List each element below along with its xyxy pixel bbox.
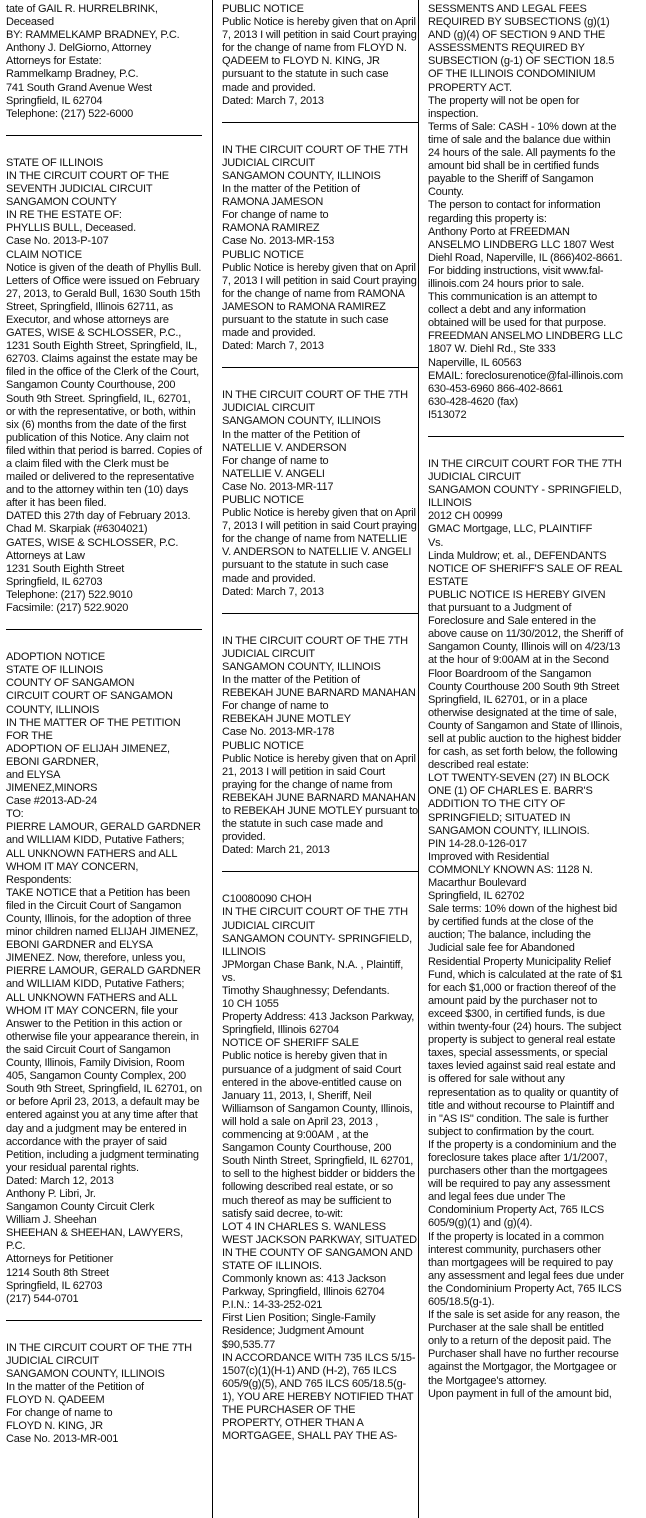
notice-text: For change of name to — [222, 209, 329, 222]
notice-bull-estate-claim — [6, 157, 202, 615]
notice-text: ADOPTION OF ELIJAH JIMENEZ, EBONI GARDNER, — [6, 742, 170, 768]
notice-jameson-name-change — [222, 144, 418, 354]
notice-text: I513072 — [428, 408, 467, 421]
notice-text: Property Address: 413 Jackson Parkway, Springfield, Illinois 62704 — [222, 1011, 415, 1037]
notice-text: TAKE NOTICE that a Petition has been filed in the Circuit Court of Sangamon County, Illinois, for the adoption of three minor children named ELIJAH JIMENEZ, EBONI GARDNER and ELYSA JIMENEZ. Now, therefore, unless you, PIERRE LAMOUR, GERALD GARDNER and WILLIAM KIDD, Putative Fathers; ALL UNKNOWN FATHERS and ALL WHOM IT MAY CONCERN, file your Answer to the Petition in this action or otherwise file your appearance therein, in the said Circuit Court of Sangamon County, Illinois, Family Division, Room 405, Sangamon County Complex, 200 South 9th Street, Springfield, IL 62701, on or before April 23, 2013, a default may be entered against you at any time after that day and a judgment may be entered in accordance with the prayer of said Petition, including a judgment terminating your residual parental rights. — [6, 886, 202, 1174]
notice-text: Sangamon County Circuit Clerk — [6, 1201, 155, 1214]
notice-text: PUBLIC NOTICE — [222, 739, 304, 752]
notice-text: vs. — [222, 971, 236, 984]
notice-text: COUNTY OF SANGAMON — [6, 677, 135, 690]
notice-text: pursuant to the statute in such case made and provided. — [222, 559, 389, 585]
column-2 — [222, 3, 418, 1443]
notice-text: Anthony J. DelGiorno, Attorney — [6, 42, 152, 55]
notice-text: GMAC Mortgage, LLC, PLAINTIFF — [428, 523, 593, 536]
notice-text: Sale terms: 10% down of the highest bid by certified funds at the close of the auction; The balance, including the Judicial sale fee for Abandoned Residential Property Municipality Relief Fund, which is calculated at the rate of $1 for each $1,000 or fraction thereof of the amount paid by the purchaser not to exceed $300, in certified funds, is due within twenty-four (24) hours. The subject property is subject to general real estate taxes, special assessments, or special taxes levied against said real estate and is offered for sale without any representation as to quality or quantity of title and without recourse to Plaintiff and in "AS IS" condition. The sale is further subject to confirmation by the court. — [428, 903, 623, 1138]
notice-text: Springfield, IL 62704 — [6, 94, 103, 107]
notice-text: Public Notice is hereby given that on April 7, 2013 I will petition in said Court praying for the change of name from RAMONA JAMESON to RAMONA RAMIREZ pursuant to the statute in such case made and provided. — [222, 261, 417, 340]
notice-text: Linda Muldrow; et. al., DEFENDANTS — [428, 549, 607, 562]
notice-text: Anthony Porto at FREEDMAN ANSELMO LINDBERG LLC 1807 West Diehl Road, Naperville, IL (866)402-8661. For bidding instructions, visit www.fal-illinois.com 24 hours prior to sale. — [428, 225, 623, 290]
notice-text: Dated: March 7, 2013 — [222, 340, 324, 353]
notice-text: Case No. 2013-MR-001 — [6, 1433, 119, 1446]
notice-text: Improved with Residential — [428, 850, 549, 863]
notice-text: Vs. — [428, 536, 444, 549]
notice-text: SESSMENTS AND LEGAL FEES REQUIRED BY SUBSECTIONS (g)(1) AND (g)(4) OF SECTION 9 AND THE ASSESSMENTS REQUIRED BY SUBSECTION (g-1) OF SECTION 18.5 OF THE ILLINOIS CONDOMINIUM PROPERTY ACT. — [428, 3, 615, 94]
notice-text: IN THE CIRCUIT COURT OF THE 7TH JUDICIAL CIRCUIT — [6, 1341, 192, 1367]
notice-text: First Lien Position; Single-Family Residence; Judgment Amount $90,535.77 — [222, 1312, 376, 1351]
notice-shaughnessy-sheriff-sale — [222, 893, 418, 1443]
notice-text: The person to contact for information regarding this property is: — [428, 199, 601, 225]
notice-text: IN ACCORDANCE WITH 735 ILCS 5/15-1507(c)(1)(H-1) AND (H-2), 765 ILCS 605/9(g)(5), AND 765 ILCS 605/18.5(g-1), YOU ARE HEREBY NOTIFIED THAT THE PURCHASER OF THE PROPERTY, OTHER THAN A MORTGAGEE, SHALL PAY THE AS- — [222, 1351, 416, 1443]
notice-text: For change of name to — [222, 700, 329, 713]
notice-text: Springfield, IL 62703 — [6, 1279, 103, 1292]
notice-muldrow-sheriff-sale — [428, 458, 624, 1401]
notice-text: IN THE CIRCUIT COURT OF THE SEVENTH JUDICIAL CIRCUIT — [6, 169, 169, 196]
notice-text: STATE OF ILLINOIS — [6, 156, 104, 169]
column-1 — [6, 3, 202, 1447]
notice-manahan-name-change — [222, 635, 418, 858]
notice-qadeem-public-notice — [222, 3, 418, 108]
notice-text: Rammelkamp Bradney, P.C. — [6, 68, 139, 81]
notice-text: IN THE CIRCUIT COURT OF THE 7TH JUDICIAL CIRCUIT — [222, 906, 408, 932]
notice-text: The property will not be open for inspection. — [428, 94, 580, 120]
notice-text: Springfield, IL 62702 — [428, 890, 525, 903]
notice-text: Naperville, IL 60563 — [428, 356, 522, 369]
notice-text: Case #2013-AD-24 — [6, 795, 97, 808]
notice-text: In the matter of the Petition of — [222, 183, 360, 196]
column-divider — [212, 0, 213, 1518]
notice-text: 741 South Grand Avenue West — [6, 81, 152, 94]
notice-separator — [222, 367, 418, 368]
notice-text: For change of name to — [6, 1407, 113, 1420]
notice-text: BY: RAMMELKAMP BRADNEY, P.C. — [6, 29, 180, 42]
notice-text: Dated: March 7, 2013 — [222, 94, 324, 107]
notice-text: 1214 South 8th Street — [6, 1266, 109, 1279]
notice-text: Attorneys for Estate: — [6, 55, 102, 68]
notice-text: 630-428-4620 (fax) — [428, 395, 518, 408]
notice-text: tate of GAIL R. HURRELBRINK, Deceased — [6, 3, 158, 29]
notice-text: Notice is given of the death of Phyllis Bull. Letters of Office were issued on February 27, 2013, to Gerald Bull, 1630 South 15th Street, Springfield, Illinois 62711, as Executor, and whose attorneys are GATES, WISE & SCHLOSSER, P.C., 1231 South Eighth Street, Springfield, IL, 62703. Claims against the estate may be filed in the office of the Clerk of the Court, Sangamon County Courthouse, 200 South 9th Street. Springfield, IL, 62701, or with the representative, or both, within six (6) months from the date of the first publication of this Notice. Any claim not filed within that period is barred. Copies of a claim filed with the Clerk must be mailed or delivered to the representative and to the attorney within ten (10) days after it has been filed. — [6, 261, 202, 510]
notice-text: Dated: March 12, 2013 — [6, 1174, 114, 1187]
notice-text: Public notice is hereby given that in pursuance of a judgment of said Court entered in the above-entitled cause on January 11, 2013, I, Sheriff, Neil Williamson of Sangamon County, Illinois, will hold a sale on April 23, 2013 , commencing at 9:00AM , at the Sangamon County Courthouse, 200 South Ninth Street, Springfield, IL 62701, to sell to the highest bidder or bidders the following described real estate, or so much thereof as may be sufficient to satisfy said decree, to-wit: — [222, 1050, 415, 1220]
notice-text: PUBLIC NOTICE — [222, 494, 304, 506]
notice-anderson-name-change — [222, 389, 418, 599]
notice-text: SHEEHAN & SHEEHAN, LAWYERS, P.C. — [6, 1227, 183, 1253]
notice-text: Terms of Sale: CASH - 10% down at the time of sale and the balance due within 24 hours of the sale. All payments fo the amount bid shall be in certified funds payable to the Sheriff of Sangamon County. — [428, 120, 617, 199]
notice-text: NATELLIE V. ANGELI — [222, 467, 325, 480]
notice-text: Case No. 2013-MR-178 — [222, 726, 335, 739]
notice-text: PUBLIC NOTICE — [222, 248, 304, 261]
notice-text: Facsimile: (217) 522.9020 — [6, 602, 129, 615]
notice-text: EMAIL: foreclosurenotice@fal-illinois.com — [428, 369, 623, 382]
notice-text: Timothy Shaughnessy; Defendants. — [222, 985, 390, 997]
notice-qadeem-name-change — [6, 1342, 202, 1447]
notice-text: FLOYD N. KING, JR — [6, 1420, 103, 1433]
notice-text: SANGAMON COUNTY, ILLINOIS — [6, 1368, 165, 1380]
notice-text: REBEKAH JUNE MOTLEY — [222, 713, 351, 726]
notice-adoption — [6, 651, 202, 1306]
notice-text: Telephone: (217) 522.9010 — [6, 588, 133, 601]
notice-text: (217) 544-0701 — [6, 1292, 79, 1305]
notice-text: NATELLIE V. ANDERSON — [222, 441, 347, 454]
notice-text: JIMENEZ,MINORS — [6, 782, 98, 795]
notice-text: C10080090 CHOH — [222, 893, 312, 906]
notice-text: PUBLIC NOTICE — [222, 3, 304, 15]
notice-text: 2012 CH 00999 — [428, 510, 503, 523]
notice-text: IN THE MATTER OF THE PETITION FOR THE — [6, 716, 181, 742]
notice-text: TO: — [6, 808, 24, 821]
column-3 — [428, 3, 624, 1401]
notice-text: In the matter of the Petition of — [222, 674, 360, 687]
notice-text: Attorneys at Law — [6, 549, 85, 562]
notice-text: Commonly known as: 413 Jackson Parkway, Springfield, Illinois 62704 — [222, 1273, 386, 1299]
notice-text: ADOPTION NOTICE — [6, 651, 106, 664]
notice-text: SANGAMON COUNTY- SPRINGFIELD, ILLINOIS — [222, 932, 412, 958]
notice-text: IN THE CIRCUIT COURT OF THE 7TH JUDICIAL CIRCUIT — [222, 389, 408, 415]
notice-shaughnessy-continued — [428, 3, 624, 422]
notice-text: For change of name to — [222, 454, 329, 467]
notice-text: Case No. 2013-MR-117 — [222, 480, 334, 493]
notice-text: DATED this 27th day of February 2013. — [6, 510, 191, 523]
notice-text: If the property is located in a common interest community, purchasers other than mortgagees will be required to pay any assessment and legal fees due under the Condominium Property Act, 765 ILCS 605/18.5(g-1). — [428, 1230, 624, 1308]
notice-text: IN THE CIRCUIT COURT FOR THE 7TH JUDICIAL CIRCUIT — [428, 458, 622, 484]
notice-text: Public Notice is hereby given that on April 21, 2013 I will petition in said Court praying for the change of name from REBEKAH JUNE BARNARD MANAHAN to REBEKAH JUNE MOTLEY pursuant to the statute in such case made and provided. — [222, 752, 418, 844]
notice-text: PUBLIC NOTICE IS HEREBY GIVEN that pursuant to a Judgment of Foreclosure and Sale entered in the above cause on 11/30/2012, the Sheriff of Sangamon County, Illinois will on 4/23/13 at the hour of 9:00AM at in the Second Floor Boardroom of the Sangamon County Courthouse 200 South 9th Street Springfield, IL 62701, or in a place otherwise designated at the time of sale, County of Sangamon and State of Illinois, sell at public auction to the highest bidder for cash, as set forth below, the following described real estate: — [428, 588, 624, 772]
notice-text: Dated: March 7, 2013 — [222, 585, 324, 598]
notice-text: 10 CH 1055 — [222, 998, 279, 1011]
notice-text: SANGAMON COUNTY, ILLINOIS — [222, 169, 381, 182]
notice-text: PHYLLIS BULL, Deceased. — [6, 222, 136, 235]
notice-separator — [428, 436, 624, 437]
notice-text: Attorneys for Petitioner — [6, 1253, 114, 1266]
notice-separator — [222, 871, 418, 872]
notice-text: RAMONA RAMIREZ — [222, 222, 320, 235]
notice-text: SANGAMON COUNTY, ILLINOIS — [222, 660, 381, 673]
notice-text: In the matter of the Petition of — [6, 1381, 144, 1394]
notice-text: RAMONA JAMESON — [222, 196, 324, 209]
notice-text: STATE OF ILLINOIS — [6, 664, 104, 677]
notice-text: P.I.N.: 14-33-252-021 — [222, 1299, 323, 1312]
notice-separator — [6, 1320, 202, 1321]
notice-text: SANGAMON COUNTY, ILLINOIS — [222, 415, 381, 428]
notice-separator — [6, 629, 202, 630]
notice-text: 630-453-6960 866-402-8661 — [428, 382, 564, 395]
notice-text: Public Notice is hereby given that on April 7, 2013 I will petition in said Court praying for the change of name from NATELLIE V. ANDERSON to NATELLIE V. ANGELI — [222, 507, 417, 559]
notice-text: CIRCUIT COURT OF SANGAMON COUNTY, ILLINOIS — [6, 690, 173, 716]
notice-text: Chad M. Skarpiak (#6304021) — [6, 523, 148, 536]
notice-separator — [222, 122, 418, 123]
notice-text: In the matter of the Petition of — [222, 428, 360, 441]
notice-text: 1807 W. Diehl Rd., Ste 333 — [428, 343, 556, 356]
notice-text: FREEDMAN ANSELMO LINDBERG LLC — [428, 330, 623, 343]
notice-text: and ELYSA — [6, 768, 61, 781]
notice-separator — [6, 135, 202, 136]
notice-text: GATES, WISE & SCHLOSSER, P.C. — [6, 536, 179, 549]
notice-text: Case No. 2013-P-107 — [6, 235, 109, 248]
notice-text: SANGAMON COUNTY — [6, 196, 117, 209]
notice-text: Anthony P. Libri, Jr. — [6, 1187, 96, 1200]
notice-text: LOT 4 IN CHARLES S. WANLESS WEST JACKSON PARKWAY, SITUATED IN THE COUNTY OF SANGAMON AND STATE OF ILLINOIS. — [222, 1220, 417, 1272]
notice-text: PIN 14-28.0-126-017 — [428, 837, 527, 850]
notice-separator — [222, 613, 418, 614]
notice-hurrelbrink-estate — [6, 3, 202, 121]
column-divider — [418, 0, 419, 1518]
notice-text: Case No. 2013-MR-153 — [222, 235, 335, 248]
notice-text: PIERRE LAMOUR, GERALD GARDNER and WILLIAM KIDD, Putative Fathers; ALL UNKNOWN FATHERS and ALL WHOM IT MAY CONCERN, Respondents: — [6, 821, 201, 886]
notice-text: William J. Sheehan — [6, 1214, 97, 1227]
notice-text: LOT TWENTY-SEVEN (27) IN BLOCK ONE (1) OF CHARLES E. BARR'S ADDITION TO THE CITY OF SPRINGFIELD; SITUATED IN SANGAMON COUNTY, ILLINOIS. — [428, 772, 610, 837]
notice-text: Dated: March 21, 2013 — [222, 844, 330, 857]
notice-text: 1231 South Eighth Street — [6, 562, 125, 575]
notice-text: If the property is a condominium and the foreclosure takes place after 1/1/2007, purchasers other than the mortgagees will be required to pay any assessment and legal fees due under The Condominium Property Act, 765 ILCS 605/9(g)(1) and (g)(4). — [428, 1138, 617, 1230]
notice-text: IN RE THE ESTATE OF: — [6, 209, 122, 222]
notice-text: Telephone: (217) 522-6000 — [6, 107, 134, 120]
notice-text: SANGAMON COUNTY - SPRINGFIELD, ILLINOIS — [428, 484, 622, 510]
notice-text: NOTICE OF SHERIFF SALE — [222, 1037, 359, 1050]
notice-text: REBEKAH JUNE BARNARD MANAHAN — [222, 687, 416, 700]
notice-text: CLAIM NOTICE — [6, 248, 82, 261]
notice-text: If the sale is set aside for any reason, the Purchaser at the sale shall be entitled only to a return of the deposit paid. The Purchaser shall have no further recourse against the Mortgagor, the Mortgagee or the Mortgagee's attorney. — [428, 1309, 620, 1387]
notice-text: JPMorgan Chase Bank, N.A. , Plaintiff, — [222, 958, 404, 971]
notice-text: NOTICE OF SHERIFF'S SALE OF REAL ESTATE — [428, 562, 622, 588]
notice-text: FLOYD N. QADEEM — [6, 1394, 105, 1407]
notice-text: IN THE CIRCUIT COURT OF THE 7TH JUDICIAL CIRCUIT — [222, 143, 408, 169]
notice-text: COMMONLY KNOWN AS: 1128 N. Macarthur Boulevard — [428, 863, 593, 889]
notice-text: Public Notice is hereby given that on April 7, 2013 I will petition in said Court praying for the change of name from FLOYD N. QADEEM to FLOYD N. KING, JR pursuant to the statute in such case made and provided. — [222, 16, 417, 94]
notice-text: IN THE CIRCUIT COURT OF THE 7TH JUDICIAL CIRCUIT — [222, 634, 408, 660]
notice-text: This communication is an attempt to collect a debt and any information obtained will be used for that purpose. — [428, 291, 607, 330]
notice-text: Upon payment in full of the amount bid, — [428, 1387, 612, 1400]
notice-text: Springfield, IL 62703 — [6, 575, 103, 588]
